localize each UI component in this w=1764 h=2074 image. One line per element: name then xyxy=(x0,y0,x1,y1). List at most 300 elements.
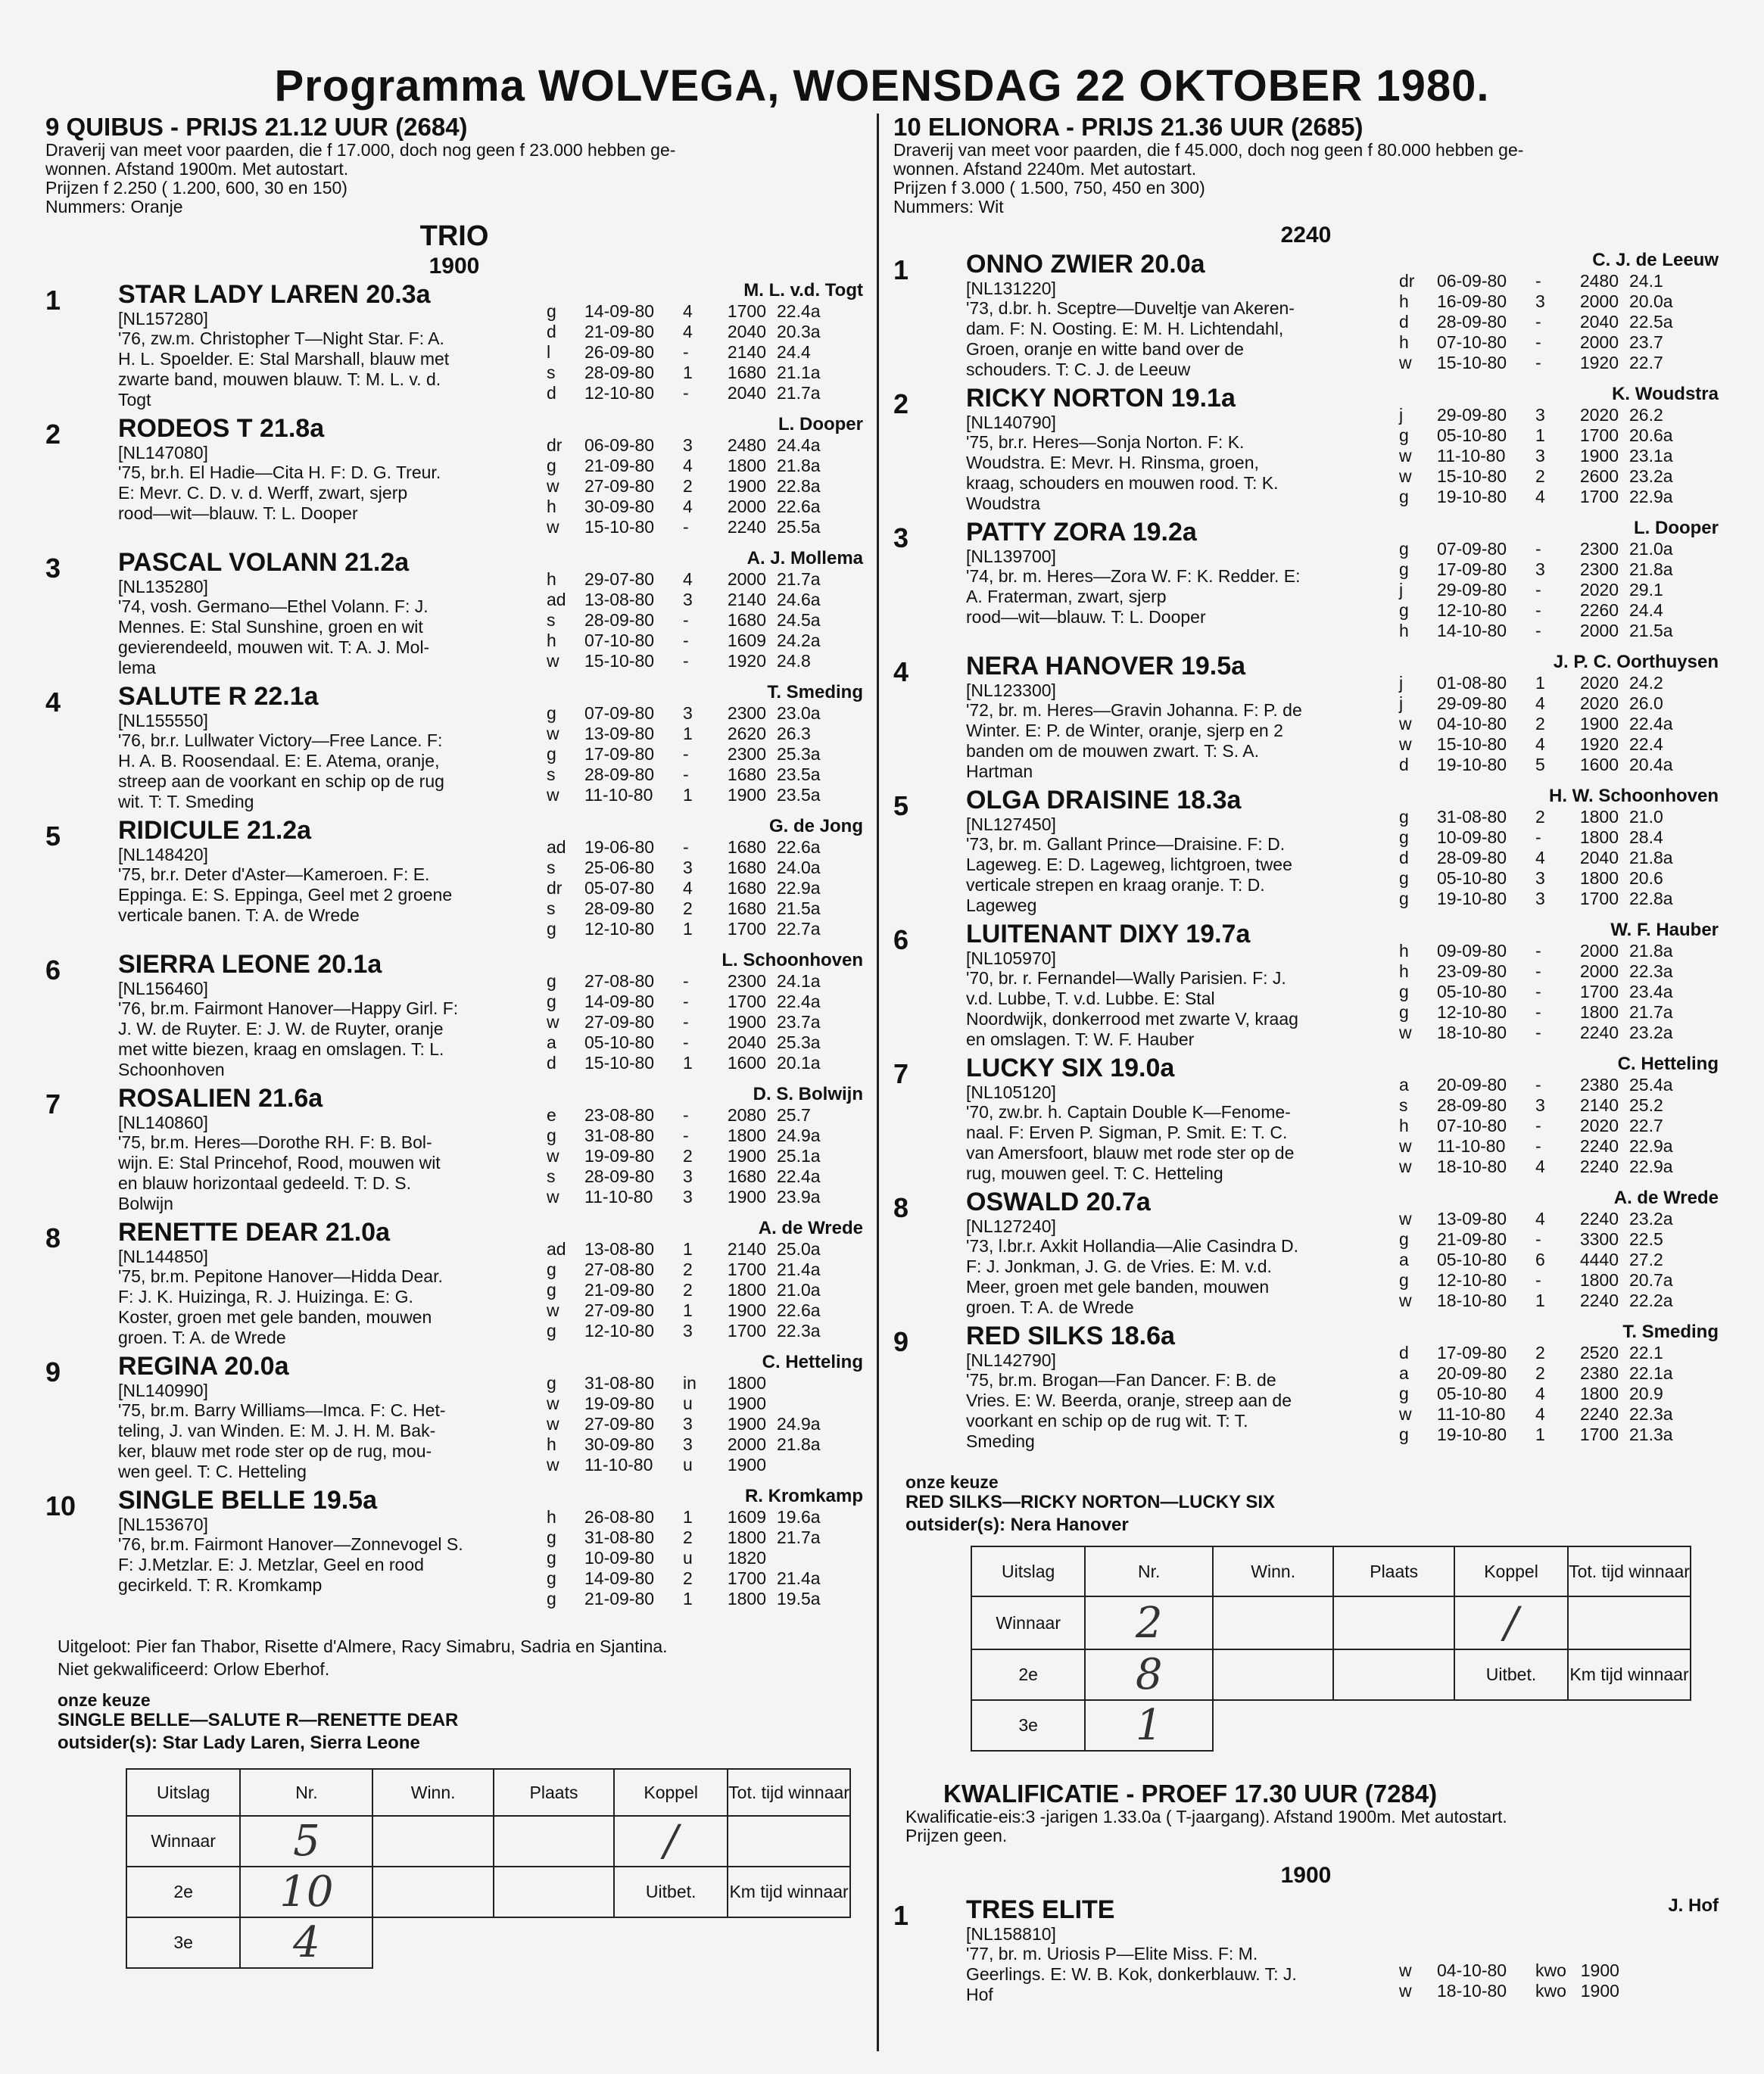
km-tijd-label: Km tijd winnaar xyxy=(1568,1649,1691,1700)
race-date: 10-09-80 xyxy=(584,1548,655,1568)
race-date: 14-09-80 xyxy=(584,992,655,1011)
race-date: 31-08-80 xyxy=(584,1373,655,1393)
track-code: g xyxy=(1399,1002,1409,1022)
track-code: w xyxy=(547,651,559,671)
race-date: 15-10-80 xyxy=(1437,353,1507,372)
track-code: h xyxy=(1399,621,1409,640)
form-row xyxy=(1399,1404,1690,1425)
horse-info xyxy=(118,1218,587,1348)
track-code: h xyxy=(1399,941,1409,961)
uitbet-label: Uitbet. xyxy=(614,1867,728,1917)
placing: - xyxy=(1535,941,1541,961)
placing: - xyxy=(683,610,689,630)
empty-cell xyxy=(614,1917,728,1968)
race-date: 17-09-80 xyxy=(1437,559,1507,579)
track-code: w xyxy=(1399,1136,1412,1156)
placing: 1 xyxy=(683,1239,693,1259)
track-code: w xyxy=(1399,353,1412,372)
track-code: g xyxy=(1399,539,1409,559)
race-date: 05-07-80 xyxy=(584,878,655,898)
handwritten-tweede: 10 xyxy=(240,1867,372,1917)
form-row xyxy=(1399,1116,1690,1136)
placing: - xyxy=(1535,271,1541,291)
race-date: 10-09-80 xyxy=(1437,827,1507,847)
distance: 2300 xyxy=(727,744,766,764)
track-code: w xyxy=(1399,1023,1412,1042)
km-time: 20.0a xyxy=(1629,291,1673,311)
distance: 2020 xyxy=(1579,580,1619,599)
horse-info xyxy=(966,384,1435,514)
horse-number: 7 xyxy=(893,1058,909,1089)
description-line: Hartman xyxy=(966,761,1033,781)
col-uitslag: Uitslag xyxy=(126,1769,240,1816)
empty-cell xyxy=(728,1816,850,1867)
km-time: 22.4a xyxy=(777,992,821,1011)
distance: 2040 xyxy=(1579,848,1619,867)
description-line: '74, br. m. Heres—Zora W. F: K. Redder. E: xyxy=(966,566,1301,586)
placing: - xyxy=(683,1012,689,1032)
description-line: Geerlings. E: W. B. Kok, donkerblauw. T: J. xyxy=(966,1964,1297,1984)
placing: 4 xyxy=(1535,487,1545,506)
track-code: w xyxy=(547,1146,559,1166)
race-date: 28-09-80 xyxy=(584,363,655,382)
race-date: 12-10-80 xyxy=(584,919,655,939)
placing: 1 xyxy=(683,363,693,382)
distance: 1700 xyxy=(1579,487,1619,506)
km-time: 20.6 xyxy=(1629,868,1663,888)
description-line: '76, zw.m. Christopher T—Night Star. F: A. xyxy=(118,329,444,348)
horse-entry xyxy=(893,1895,1719,2009)
description-line: kraag, schouders en mouwen rood. T: K. xyxy=(966,473,1279,493)
race-date: 28-09-80 xyxy=(584,898,655,918)
empty-cell xyxy=(494,1816,614,1867)
race-date: 15-10-80 xyxy=(584,651,655,671)
form-table xyxy=(1399,539,1690,641)
horse-description xyxy=(118,462,587,524)
trainer-name: A. de Wrede xyxy=(1613,1188,1719,1208)
distance: 1700 xyxy=(727,992,766,1011)
horse-entry xyxy=(45,1084,863,1218)
form-row xyxy=(1399,1002,1690,1023)
distance: 2480 xyxy=(727,435,766,455)
placing: - xyxy=(683,342,689,362)
km-time: 21.0 xyxy=(1629,807,1663,827)
empty-cell xyxy=(728,1917,850,1968)
track-code: g xyxy=(1399,827,1409,847)
horse-entry xyxy=(893,384,1719,518)
km-time: 24.9a xyxy=(777,1126,821,1145)
km-time: 20.3a xyxy=(777,322,821,341)
km-time: 21.4a xyxy=(777,1568,821,1588)
race-9-conditions xyxy=(45,141,863,216)
form-row xyxy=(1399,755,1690,775)
horse-code: [NL105120] xyxy=(966,1082,1056,1102)
race-date: 27-09-80 xyxy=(584,1414,655,1434)
placing: - xyxy=(1535,1229,1541,1249)
form-row xyxy=(1399,466,1690,487)
distance: 1680 xyxy=(727,837,766,857)
horse-entry xyxy=(45,414,863,548)
form-table xyxy=(547,703,837,805)
empty-cell xyxy=(1333,1649,1454,1700)
horse-entry xyxy=(893,786,1719,920)
description-line: Meer, groen met gele banden, mouwen xyxy=(966,1277,1270,1297)
placing: 1 xyxy=(683,1300,693,1320)
track-code: w xyxy=(547,785,559,805)
km-time: 21.4a xyxy=(777,1260,821,1279)
description-line: naal. F: Erven P. Sigman, P. Smit. E: T. C. xyxy=(966,1123,1288,1142)
distance: 2240 xyxy=(1579,1209,1619,1229)
race-date: 19-09-80 xyxy=(584,1394,655,1413)
form-row xyxy=(1399,807,1690,827)
form-table xyxy=(1399,1075,1690,1177)
description-line: v.d. Lubbe, T. v.d. Lubbe. E: Stal xyxy=(966,989,1215,1008)
placing: - xyxy=(1535,539,1541,559)
row-tweede: 2e xyxy=(126,1867,240,1917)
column-divider xyxy=(877,114,879,2051)
placing: kwo xyxy=(1535,1981,1566,2001)
track-code: w xyxy=(547,1414,559,1434)
row-winnaar: Winnaar xyxy=(126,1816,240,1867)
form-row xyxy=(547,1032,837,1053)
form-table xyxy=(1399,941,1690,1043)
distance: 1900 xyxy=(727,785,766,805)
row-derde: 3e xyxy=(126,1917,240,1968)
keuze-picks: SINGLE BELLE—SALUTE R—RENETTE DEAR xyxy=(58,1710,459,1730)
form-row xyxy=(547,971,837,992)
race-9-notes xyxy=(58,1635,860,1680)
description-line: wit. T: T. Smeding xyxy=(118,792,254,811)
placing: 1 xyxy=(683,1589,693,1608)
distance: 1800 xyxy=(1579,1270,1619,1290)
form-row xyxy=(1399,539,1690,559)
horse-number: 2 xyxy=(45,419,61,450)
track-code: s xyxy=(1399,1095,1408,1115)
row-tweede: 2e xyxy=(971,1649,1085,1700)
km-time: 26.2 xyxy=(1629,405,1663,425)
horse-name: RENETTE DEAR 21.0a xyxy=(118,1218,390,1247)
distance: 4440 xyxy=(1579,1250,1619,1269)
race-date: 05-10-80 xyxy=(1437,868,1507,888)
description-line: Vries. E: W. Beerda, oranje, streep aan de xyxy=(966,1390,1292,1410)
horse-code: [NL127450] xyxy=(966,814,1056,834)
race-date: 07-10-80 xyxy=(1437,1116,1507,1135)
description-line: '75, br.m. Pepitone Hanover—Hidda Dear. xyxy=(118,1266,443,1286)
description-line: Woudstra. E: Mevr. H. Rinsma, groen, xyxy=(966,453,1259,472)
handwritten-tweede: 8 xyxy=(1085,1649,1213,1700)
kwalificatie-conditions xyxy=(905,1808,1719,1845)
distance: 1700 xyxy=(727,1321,766,1341)
race-date: 19-06-80 xyxy=(584,837,655,857)
form-row xyxy=(1399,1209,1690,1229)
distance: 2520 xyxy=(1579,1343,1619,1362)
km-time: 24.8 xyxy=(777,651,811,671)
horse-number: 4 xyxy=(45,687,61,718)
col-nr: Nr. xyxy=(1085,1546,1213,1596)
form-row xyxy=(1399,693,1690,714)
km-time: 22.4a xyxy=(777,1166,821,1186)
form-row xyxy=(1399,405,1690,425)
race-date: 12-10-80 xyxy=(1437,1002,1507,1022)
km-time: 25.5a xyxy=(777,517,821,537)
form-row xyxy=(547,919,837,939)
track-code: w xyxy=(1399,1960,1412,1980)
distance: 1609 xyxy=(727,631,766,650)
race-date: 05-10-80 xyxy=(584,1032,655,1052)
track-code: w xyxy=(547,517,559,537)
placing: 3 xyxy=(1535,1095,1545,1115)
placing: - xyxy=(683,1126,689,1145)
km-time: 23.7 xyxy=(1629,332,1663,352)
distance: 1900 xyxy=(1580,1960,1619,1980)
race-date: 05-10-80 xyxy=(1437,982,1507,1001)
form-row xyxy=(1399,600,1690,621)
horse-description xyxy=(966,1102,1435,1184)
placing: - xyxy=(683,765,689,784)
description-line: '70, zw.br. h. Captain Double K—Fenome- xyxy=(966,1102,1291,1122)
race-date: 07-10-80 xyxy=(584,631,655,650)
uitbet-label: Uitbet. xyxy=(1454,1649,1568,1700)
distance: 1700 xyxy=(1579,982,1619,1001)
race-date: 14-09-80 xyxy=(584,301,655,321)
placing: 4 xyxy=(683,301,693,321)
track-code: w xyxy=(547,724,559,743)
horse-description xyxy=(966,298,1435,380)
distance: 1680 xyxy=(727,898,766,918)
race-date: 15-10-80 xyxy=(584,517,655,537)
horse-name: RICKY NORTON 19.1a xyxy=(966,384,1236,413)
description-line: H. A. B. Roosendaal. E: E. Atema, oranje, xyxy=(118,751,440,771)
race-9-label: TRIO xyxy=(419,220,489,252)
km-time: 21.5a xyxy=(777,898,821,918)
distance: 2000 xyxy=(1579,621,1619,640)
km-time: 23.9a xyxy=(777,1187,821,1207)
distance: 2040 xyxy=(727,322,766,341)
track-code: h xyxy=(547,497,556,516)
km-time: 21.8a xyxy=(1629,941,1673,961)
trainer-name: J. P. C. Oorthuysen xyxy=(1553,652,1719,672)
race-date: 16-09-80 xyxy=(1437,291,1507,311)
form-row xyxy=(1399,1250,1690,1270)
description-line: Smeding xyxy=(966,1431,1035,1451)
distance: 1900 xyxy=(1580,1981,1619,2001)
description-line: schouders. T: C. J. de Leeuw xyxy=(966,360,1191,379)
placing: - xyxy=(683,1032,689,1052)
track-code: g xyxy=(547,1260,556,1279)
form-table xyxy=(1399,1343,1690,1445)
track-code: g xyxy=(1399,1229,1409,1249)
trainer-name: A. J. Mollema xyxy=(746,548,863,568)
race-date: 28-09-80 xyxy=(584,610,655,630)
distance: 1800 xyxy=(1579,827,1619,847)
form-table xyxy=(547,1105,837,1207)
placing: 3 xyxy=(1535,405,1545,425)
form-table xyxy=(547,837,837,939)
col-plaats: Plaats xyxy=(1333,1546,1454,1596)
horse-name: PATTY ZORA 19.2a xyxy=(966,518,1197,547)
placing: 3 xyxy=(1535,889,1545,908)
placing: 2 xyxy=(683,1280,693,1300)
distance: 2140 xyxy=(727,590,766,609)
form-row xyxy=(547,992,837,1012)
empty-cell xyxy=(372,1917,493,1968)
form-table xyxy=(547,1373,837,1475)
description-line: Lageweg xyxy=(966,895,1037,915)
outsider-picks: outsider(s): Nera Hanover xyxy=(905,1515,1129,1535)
km-time: 21.8a xyxy=(1629,559,1673,579)
track-code: w xyxy=(1399,466,1412,486)
track-code: g xyxy=(547,301,556,321)
form-row xyxy=(547,301,837,322)
km-time: 28.4 xyxy=(1629,827,1663,847)
race-date: 25-06-80 xyxy=(584,858,655,877)
description-line: Eppinga. E: S. Eppinga, Geel met 2 groene xyxy=(118,885,453,905)
horse-code: [NL127240] xyxy=(966,1216,1056,1236)
race-date: 28-09-80 xyxy=(1437,1095,1507,1115)
horse-info xyxy=(118,1352,587,1482)
race-date: 21-09-80 xyxy=(584,1589,655,1608)
track-code: w xyxy=(1399,1404,1412,1424)
horse-name: OSWALD 20.7a xyxy=(966,1188,1151,1216)
placing: 1 xyxy=(683,1053,693,1073)
race-date: 23-08-80 xyxy=(584,1105,655,1125)
empty-cell xyxy=(1213,1700,1333,1751)
km-time: 24.0a xyxy=(777,858,821,877)
placing: 4 xyxy=(1535,734,1545,754)
form-row xyxy=(547,1548,837,1568)
track-code: ad xyxy=(547,1239,566,1259)
track-code: d xyxy=(1399,848,1409,867)
form-row xyxy=(1399,332,1690,353)
handwritten-koppel: / xyxy=(1454,1596,1568,1649)
description-line: met witte biezen, kraag en omslagen. T: L. xyxy=(118,1039,444,1059)
placing: 4 xyxy=(1535,1404,1545,1424)
distance: 2140 xyxy=(727,1239,766,1259)
race-date: 29-07-80 xyxy=(584,569,655,589)
track-code: s xyxy=(547,363,556,382)
form-table xyxy=(1399,807,1690,909)
distance: 1920 xyxy=(1579,734,1619,754)
horse-entry xyxy=(45,280,863,414)
km-time: 22.1 xyxy=(1629,1343,1663,1362)
placing: u xyxy=(683,1455,693,1475)
horse-number: 7 xyxy=(45,1088,61,1120)
race-9-keuze xyxy=(58,1691,860,1755)
description-line: Noordwijk, donkerrood met zwarte V, kraag xyxy=(966,1009,1298,1029)
condition-line: wonnen. Afstand 1900m. Met autostart. xyxy=(45,159,349,179)
col-koppel: Koppel xyxy=(1454,1546,1568,1596)
col-nr: Nr. xyxy=(240,1769,372,1816)
distance: 2480 xyxy=(1579,271,1619,291)
distance: 1800 xyxy=(727,1126,766,1145)
race-date: 07-10-80 xyxy=(1437,332,1507,352)
placing: - xyxy=(1535,961,1541,981)
horse-description xyxy=(118,864,587,926)
km-time: 21.0a xyxy=(1629,539,1673,559)
horse-description xyxy=(118,730,587,812)
km-time: 22.4 xyxy=(1629,734,1663,754)
placing: - xyxy=(683,383,689,403)
distance: 1800 xyxy=(727,1527,766,1547)
km-time: 19.5a xyxy=(777,1589,821,1608)
track-code: g xyxy=(547,1126,556,1145)
description-line: Mennes. E: Stal Sunshine, groen en wit xyxy=(118,617,423,637)
km-time: 20.4a xyxy=(1629,755,1673,774)
placing: - xyxy=(1535,621,1541,640)
track-code: d xyxy=(1399,755,1409,774)
horse-info xyxy=(966,920,1435,1050)
horse-entry xyxy=(45,548,863,682)
horse-info xyxy=(118,1486,587,1596)
race-date: 20-09-80 xyxy=(1437,1075,1507,1095)
horse-info xyxy=(966,250,1435,380)
horse-info xyxy=(118,548,587,678)
keuze-label: onze keuze xyxy=(58,1690,151,1710)
niet-gekwalificeerd-text: Niet gekwalificeerd: Orlow Eberhof. xyxy=(58,1659,330,1679)
km-time: 24.6a xyxy=(777,590,821,609)
kwalificatie-distance: 1900 xyxy=(1280,1863,1332,1888)
placing: 1 xyxy=(683,724,693,743)
race-date: 26-08-80 xyxy=(584,1507,655,1527)
distance: 2140 xyxy=(1579,1095,1619,1115)
horse-entry xyxy=(893,920,1719,1054)
description-line: lema xyxy=(118,658,156,677)
placing: - xyxy=(1535,600,1541,620)
race-date: 04-10-80 xyxy=(1437,714,1507,733)
horse-number: 9 xyxy=(893,1326,909,1357)
km-time: 23.2a xyxy=(1629,466,1673,486)
form-row xyxy=(547,878,837,898)
horse-info xyxy=(966,1322,1435,1452)
km-time: 25.1a xyxy=(777,1146,821,1166)
horse-info xyxy=(966,1895,1435,2005)
horse-number: 8 xyxy=(45,1222,61,1253)
description-line: F: J.Metzlar. E: J. Metzlar, Geel en rood xyxy=(118,1555,424,1574)
km-time: 23.0a xyxy=(777,703,821,723)
horse-entry xyxy=(45,950,863,1084)
description-line: dam. F: N. Oosting. E: M. H. Lichtendahl, xyxy=(966,319,1284,338)
km-time: 27.2 xyxy=(1629,1250,1663,1269)
form-row xyxy=(1399,714,1690,734)
horse-code: [NL148420] xyxy=(118,845,208,864)
horse-description xyxy=(118,1534,587,1596)
placing: in xyxy=(683,1373,697,1393)
km-time: 22.9a xyxy=(777,878,821,898)
distance: 2040 xyxy=(1579,312,1619,332)
description-line: E: Mevr. C. D. v. d. Werff, zwart, sjerp xyxy=(118,483,408,503)
km-time: 21.1a xyxy=(777,363,821,382)
description-line: wijn. E: Stal Princehof, Rood, mouwen wit xyxy=(118,1153,441,1172)
race-date: 18-10-80 xyxy=(1437,1157,1507,1176)
distance: 1900 xyxy=(1579,714,1619,733)
race-date: 12-10-80 xyxy=(1437,1270,1507,1290)
form-row xyxy=(1399,1075,1690,1095)
track-code: g xyxy=(1399,425,1409,445)
horse-entry xyxy=(893,250,1719,384)
horse-number: 2 xyxy=(893,388,909,419)
race-date: 11-10-80 xyxy=(1437,1136,1506,1156)
form-row xyxy=(547,1146,837,1166)
race-date: 14-09-80 xyxy=(584,1568,655,1588)
horse-number: 8 xyxy=(893,1192,909,1223)
description-line: voorkant en schip op de rug wit. T: T. xyxy=(966,1411,1248,1431)
track-code: dr xyxy=(547,435,563,455)
empty-cell xyxy=(1333,1700,1454,1751)
distance: 2000 xyxy=(1579,941,1619,961)
placing: 2 xyxy=(1535,714,1545,733)
horse-code: [NL131220] xyxy=(966,279,1056,298)
race-date: 11-10-80 xyxy=(584,785,653,805)
